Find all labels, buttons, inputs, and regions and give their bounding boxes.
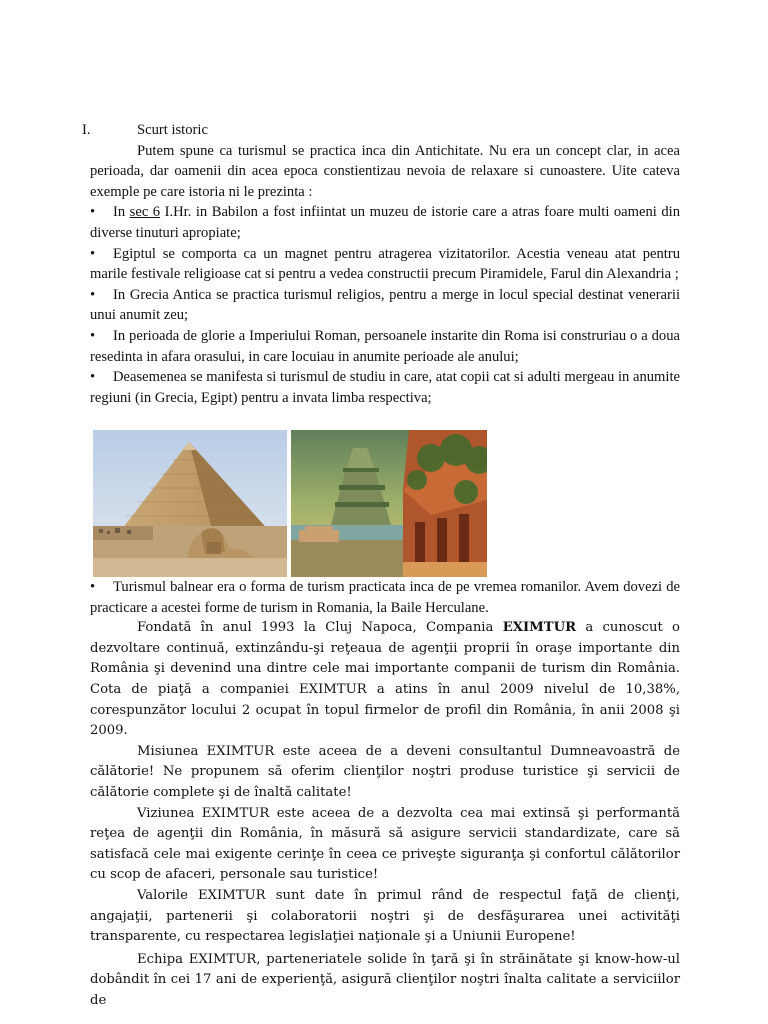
intro-paragraph: Putem spune ca turismul se practica inca din Antichitate. Nu era un concept clar, in acea perioada, dar oamenii din acea epoca constientizau nevoia de relaxare si cunoastere. Uite cateva exemple pe care istoria ni le prezinta : [90,142,680,200]
list-item-text-start: In [113,204,130,221]
team-paragraph: Echipa EXIMTUR, parteneriatele solide în ţară şi în străinătate şi know-how-ul dobândit în cei 17 ani de experienţă, asigură clienţilor noştri înalta calitate a serviciilor de [90,951,680,1008]
history-section [82,120,680,408]
list-item [90,244,680,285]
founded-paragraph [90,618,680,742]
list-item-text-end: I.Hr. in Babilon a fost infiintat un muzeu de istorie care a atras foare multi oameni din diverse tinuturi apropiate; [90,204,680,241]
illustrations-row [93,430,487,577]
company-name-bold: EXIMTUR [502,620,577,636]
list-item [90,285,680,326]
company-section [90,577,680,1011]
list-item-text: Turismul balnear era o forma de turism practicata inca de pe vremea romanilor. Avem dovezi de practicare a acestei forme de turism in Romania, la Baile Herculane. [90,579,680,616]
list-item [90,202,680,243]
list-item-text: Deasemenea se manifesta si turismul de studiu in care, atat copii cat si adulti mergeau in anumite regiuni (in Grecia, Egipt) pentru a invata limba respectiva; [90,369,680,406]
section-number: I. [82,122,91,138]
section-title: Scurt istoric [137,122,208,138]
bullet-icon: • [90,245,96,262]
list-item-text: In Grecia Antica se practica turismul religios, pentru a merge in locul special destinat venerarii unui anumit zeu; [90,286,680,324]
founded-text-start: Fondată în anul 1993 la Cluj Napoca, Compania [137,620,503,636]
list-item [90,367,680,408]
bullet-icon: • [90,204,96,221]
values-paragraph: Valorile EXIMTUR sunt date în primul rând de respectul faţă de clienţi, angajaţii, partenerii şi colaboratorii noştri şi de desfăşurarea unei activităţi transparente, cu respectarea legislaţiei naţionale şi a Uniunii Europene! [90,887,680,945]
bullet-icon: • [90,579,96,595]
underlined-term: sec 6 [129,204,161,221]
section-heading [82,120,680,141]
bullet-icon: • [90,327,96,344]
list-item-text: Egiptul se comporta ca un magnet pentru atragerea vizitatorilor. Acestia veneau atat pentru marile festivale religioase cat si pentru a vedea constructii precum Piramidele, Farul din Alexandria ; [90,245,680,283]
bullet-icon: • [90,369,96,386]
list-item [90,577,680,618]
list-item [90,326,680,367]
bullet-icon: • [90,286,96,303]
hanging-gardens-babylon-painting-icon [291,430,487,577]
vision-paragraph: Viziunea EXIMTUR este aceea de a dezvolta cea mai extinsă şi performantă reţea de agenţii din România, în măsură să asigure servicii standardizate, care să satisfacă cele mai exigente cerinţe în ceea ce priveşte siguranţa şi confortul călătorilor cu scop de afaceri, personale sau turistice! [90,805,680,883]
founded-text-end: a cunoscut o dezvoltare continuă, extinzându-şi reţeaua de agenţii proprii în oraşe importante din România şi devenind una dintre cele mai importante companii de turism din România. Cota de piaţă a companiei EXIMTUR a atins în anul 2009 nivelul de 10,38%, corespunzător locului 2 ocupat în topul firmelor de profil din România, în anii 2008 şi 2009. [90,620,680,739]
list-item-text: In perioada de glorie a Imperiului Roman, persoanele instarite din Roma isi construriau o a doua resedinta in afara orasului, in care locuiau in anumite perioade ale anului; [90,327,680,365]
pyramid-sphinx-photo-icon [93,430,287,577]
mission-paragraph: Misiunea EXIMTUR este aceea de a deveni consultantul Dumneavoastră de călătorie! Ne propunem să oferim clienţilor noştri produse turistice şi servicii de călătorie complete şi de înaltă calitate! [90,743,680,800]
